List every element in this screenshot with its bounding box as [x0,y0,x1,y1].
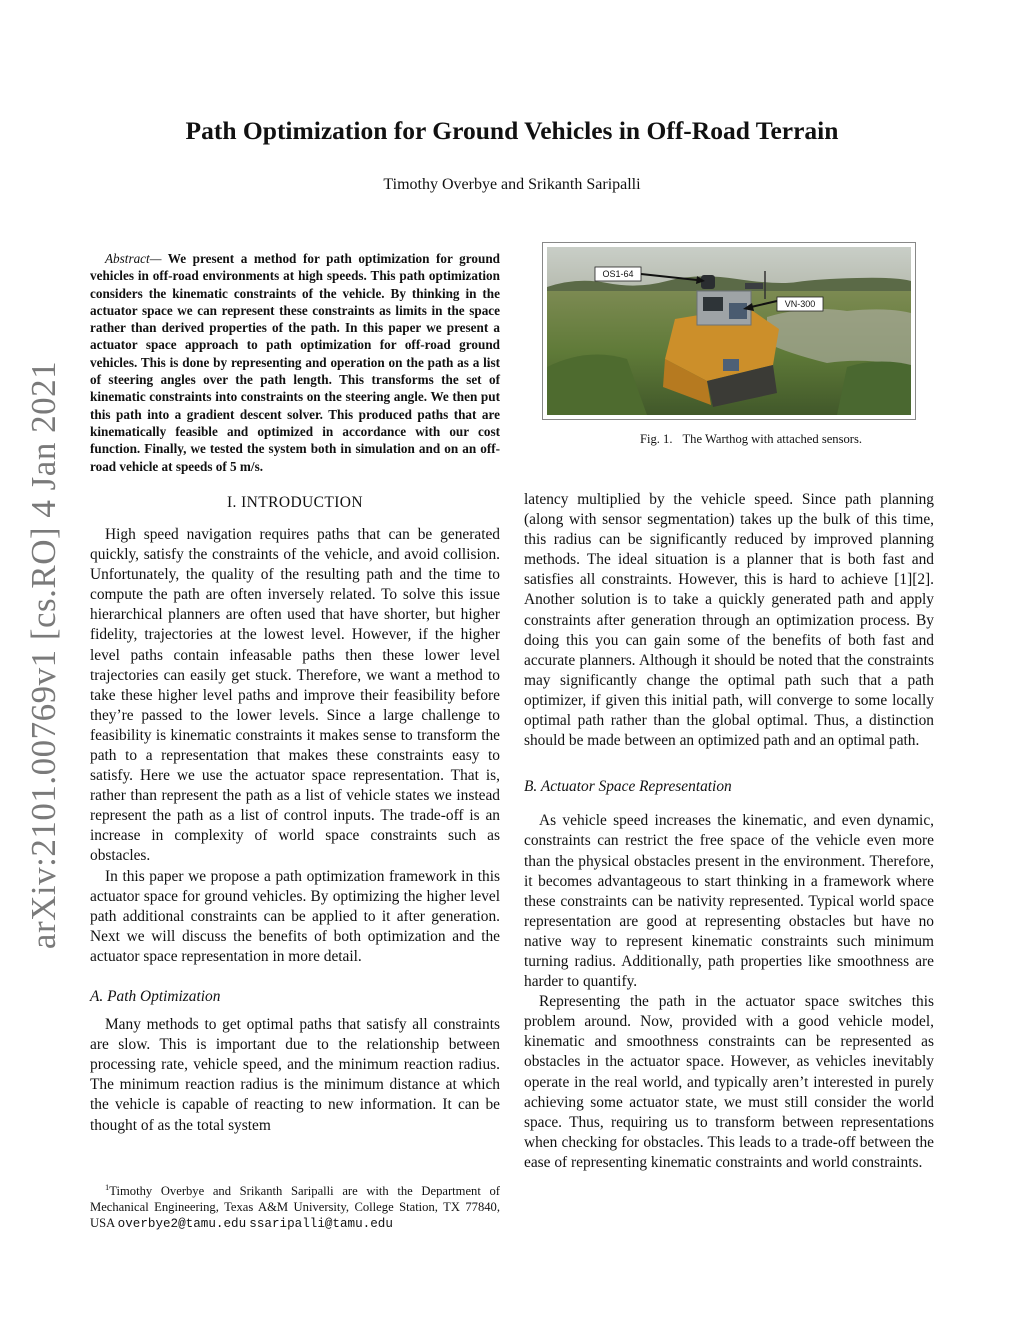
email-overbye: overbye2@tamu.edu [117,1216,247,1231]
actuator-paragraph: Representing the path in the actuator space switches this problem around. Now, provided with a good vehicle model, kinematic and smoothness constraints can be represented as obstacles in the actuator space. However, as vehicles inevitably operate in the real world, and typically aren’t interested in purely achieving some actuator state, we must still consider the world space. Thus, requiring us to transform between representations when checking for obstacles. This leads to a trade-off between the ease of representing kinematic constraints and world constraints. [524,993,934,1171]
abstract [90,250,500,475]
status-screen [729,303,747,319]
section-heading-introduction: I. INTRODUCTION [226,493,363,511]
continuation-paragraph: latency multiplied by the vehicle speed. Since path planning (along with sensor segmentation) takes up the bulk of this time, this radius can be significantly reduced by improved planning methods. The ideal situation is a planner that is both fast and satisfies all constraints. However, this is hard to achieve [1][2]. Another solution is to take a quickly generated path and apply constraints after generation through an optimization process. By doing this you can gain some of the benefits of both fast and accurate planners. Although it should be noted that the constraints may significantly change the optimal path such that a path optimizer, if given this initial path, will converge to some locally optimal path rather than the global optimal. Thus, a distinction should be made between an optimized path and an optimal path. [524,491,934,750]
actuator-paragraph: As vehicle speed increases the kinematic, and even dynamic, constraints can restrict the free space of the vehicle even more than the physical obstacles present in the environment. Therefore, it becomes advantageous to start thinking in a framework where these constraints can be nativity represented. Typical world space representation are good at representing obstacles but have no native way to represent kinematic constraints such minimum turning radius. Additionally, path properties like smoothness are harder to quantify. [524,812,934,991]
front-display [723,359,739,371]
intro-paragraph: High speed navigation requires paths that can be generated quickly, satisfy the constraints of the vehicle, and avoid collision. Unfortunately, the quality of the resulting path and the time to compute the path are often inversely related. To solve this issue hierarchical planners are often used that have shorter, but higher fidelity, trajectories at the lowest level. However, if the higher level paths contain infeasable paths then these lower level trajectories can easily get stuck. Therefore, we want a method to take these higher level paths and improve their feasibility before they’re passed to the lower levels. Since a large challenge to feasibility is kinematic constraints it makes sense to transform the path to a representation that makes these constraints easy to satisfy. Here we use the actuator space representation. That is, rather than represent the path as a list of vehicle states we instead represent the path as a list of control inputs. The trade-off is an increase in complexity of world space constraints such as obstacles. [90,525,500,865]
right-column [524,490,934,1173]
label-vn-300: VN-300 [784,299,816,309]
onboard-computer [703,297,723,311]
foreground-brush-right [837,361,911,415]
figure-warthog [542,242,916,420]
subsection-heading-path-optimization: A. Path Optimization [90,988,221,1006]
os1-64-lidar [701,275,715,289]
footnote-marker: 1 [105,1182,110,1192]
vn-300-gps [745,283,763,289]
email-saripalli: ssaripalli@tamu.edu [249,1216,393,1231]
intro-paragraph: In this paper we propose a path optimization framework in this actuator space for ground vehicles. By optimizing the higher level path additional constraints can be applied to it after generation. Next we will discuss the benefits of both optimization and the actuator space representation in more detail. [90,867,500,965]
left-column [90,250,500,1136]
arxiv-identifier: arXiv:2101.00769v1 [cs.RO] 4 Jan 2021 [24,360,63,950]
abstract-lead: Abstract— [105,251,162,266]
paper-authors: Timothy Overbye and Srikanth Saripalli [383,176,641,193]
footnote-text: Timothy Overbye and Srikanth Saripalli are with the Department of Mechanical Engineering, Texas A&M University, College Station, TX 77840, USA [90,1184,500,1230]
affiliation-footnote [90,1180,500,1233]
path-optimization-paragraph: Many methods to get optimal paths that satisfy all constraints are slow. This is important due to the relationship between processing rate, vehicle speed, and the minimum reaction radius. The minimum reaction radius is the minimum distance at which the vehicle is capable of reacting to new information. It can be thought of as the total system [90,1016,500,1134]
figure-number: Fig. 1. [639,432,673,446]
figure-caption-text: The Warthog with attached sensors. [682,432,863,446]
label-os1-64: OS1-64 [602,269,634,279]
paper-title: Path Optimization for Ground Vehicles in Off-Road Terrain [185,116,839,145]
subsection-heading-actuator-space: B. Actuator Space Representation [524,778,732,796]
abstract-text: We present a method for path optimization for ground vehicles in off-road environments at high speeds. This path optimization considers the kinematic constraints of the vehicle. By thinking in the actuator space we can represent these constraints as limits in the space rather than derived properties of the path. In this paper we present a actuator space approach to path optimization for off-road ground vehicles. This is done by representing and operation on the path as a list of steering angles over the path length. This transforms the set of kinematic constraints into constraints on the steering angle. We then put this path into a gradient descent solver. This produced paths that are kinematically feasible and optimized in accordance with our cost function. Finally, we tested the system both in simulation and on an off-road vehicle at speeds of 5 m/s. [90,251,500,474]
figure-caption [524,432,978,447]
warthog-photo [547,247,911,415]
